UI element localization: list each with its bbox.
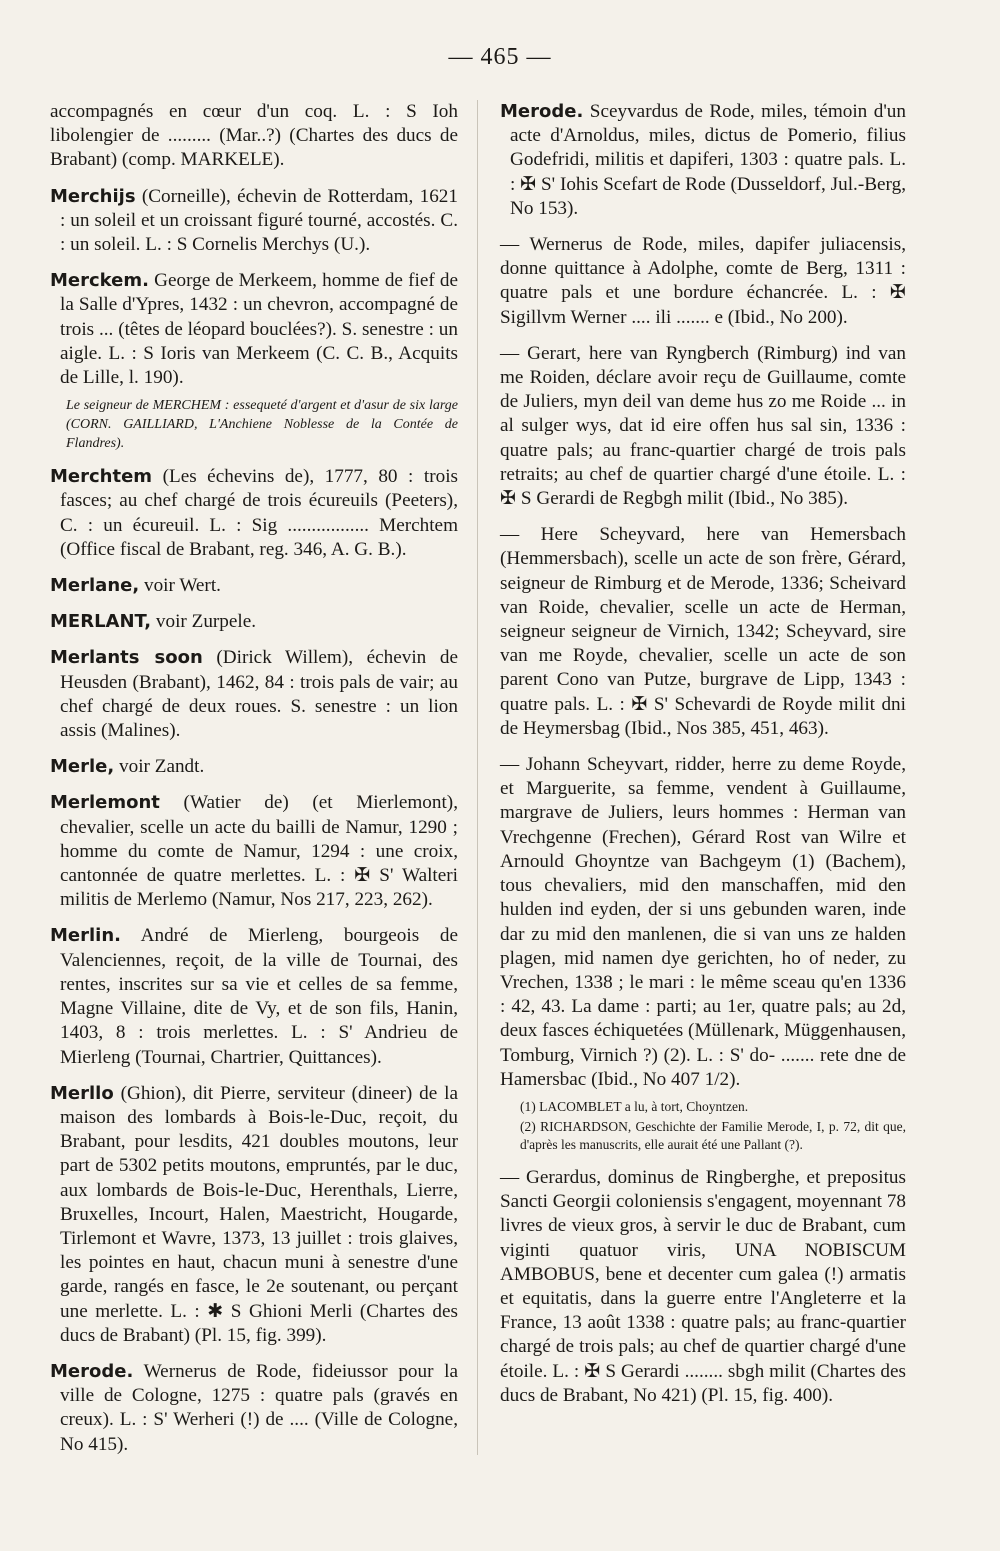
page-number: — 465 — bbox=[448, 44, 552, 70]
entry-note: Le seigneur de MERCHEM : essequeté d'argent et d'asur de six large (CORN. GAILLIARD, L'Anchiene Noblesse de la Contée de Flandres). bbox=[66, 398, 458, 452]
entry-text: (Corneille), échevin de Rotterdam, 1621 : un soleil et un croissant figuré tourné, accostés. C. : un soleil. L. : S Cornelis Merchys (U.). bbox=[60, 185, 458, 256]
entry bbox=[50, 465, 458, 562]
entry-text: (Dirick Willem), échevin de Heusden (Brabant), 1462, 84 : trois pals de vair; au chef chargé de deux roues. S. senestre : un lion assis (Malines). bbox=[60, 647, 458, 742]
footnote: (1) LACOMBLET a lu, à tort, Choyntzen. bbox=[520, 1098, 749, 1114]
entry bbox=[500, 523, 906, 741]
entry-text: André de Mierleng, bourgeois de Valenciennes, reçoit, de la ville de Tournai, des rentes, inscrites sur sa vie et celles de sa femme, Magne Villaine, dite de Vy, et de son fils, Hanin, 1403, 8 : trois merlettes. L. : S' Andrieu de Mierleng (Tournai, Chartrier, Quittances). bbox=[60, 925, 458, 1068]
entry bbox=[50, 924, 458, 1069]
entry-heading: Merlants soon bbox=[50, 647, 203, 669]
entry bbox=[50, 100, 458, 173]
entry bbox=[50, 574, 458, 598]
footnotes bbox=[500, 1098, 906, 1154]
entry-text: (Watier de) (et Mierlemont), chevalier, scelle un acte du bailli de Namur, 1290 ; homme du comte de Namur, 1294 : une croix, cantonnée de quatre merlettes. L. : ✠ S' Walteri militis de Merlemo (Namur, Nos 217, 223, 262). bbox=[60, 792, 458, 911]
entry-text: — Gerardus, dominus de Ringberghe, et prepositus Sancti Georgii coloniensis s'engagent, moyennant 78 livres de vieux gros, à servir le duc de Brabant, cum viginti quatuor viris, UNA NOBISCUM AMBOBUS, bene et decenter cum galea (!) armatis et equitatis, dans la guerre entre l'Angleterre et la France, 13 août 1338 : quatre pals; au franc-quartier chargé de trois pals; au chef de quartier chargé d'une étoile. L. : ✠ S Gerardi ........ sbgh milit (Chartes des ducs de Brabant, No 421) (Pl. 15, fig. 400). bbox=[500, 1166, 906, 1406]
entry bbox=[500, 233, 906, 330]
entry-text: Sceyvardus de Rode, miles, témoin d'un acte d'Arnoldus, miles, dictus de Pomerio, filius Godefridi, militis et dapiferi, 1303 : quatre pals. L. : ✠ S' Iohis Scefart de Rode (Dusseldorf, Jul.-Berg, No 153). bbox=[510, 101, 906, 219]
entry bbox=[50, 791, 458, 912]
entry-text: (Les échevins de), 1777, 80 : trois fasces; au chef chargé de trois écureuils (Peeters), C. : un écureuil. L. : Sig ................. Merchtem (Office fiscal de Brabant, reg. 346, A. G. B.). bbox=[60, 466, 458, 560]
entry bbox=[50, 646, 458, 743]
entry bbox=[50, 1360, 458, 1457]
entry-heading: Merlin. bbox=[50, 925, 121, 947]
entry-text: voir Zandt. bbox=[114, 756, 205, 778]
entry-text: accompagnés en cœur d'un coq. L. : S Ioh libolengier de ......... (Mar..?) (Chartes des ducs de Brabant) (comp. MARKELE). bbox=[50, 101, 458, 171]
entry-heading: Merllo bbox=[50, 1082, 114, 1104]
entry-heading: Merode. bbox=[500, 101, 584, 122]
entry-text: — Wernerus de Rode, miles, dapifer juliacensis, donne quittance à Adolphe, comte de Berg, 1311 : quatre pals et une bordure échancrée. L. : ✠ Sigillvm Werner .... ili ....... e (Ibid., No 200). bbox=[500, 234, 906, 328]
left-column bbox=[50, 100, 458, 1469]
entry-heading: Merlemont bbox=[50, 792, 160, 814]
entry bbox=[500, 1166, 906, 1408]
entry-text: Wernerus de Rode, fideiussor pour la ville de Cologne, 1275 : quatre pals (gravés en creux). L. : S' Werheri (!) de .... (Ville de Cologne, No 415). bbox=[60, 1360, 458, 1455]
entry-heading: MERLANT, bbox=[50, 611, 152, 633]
entry-text: — Here Scheyvard, here van Hemersbach (Hemmersbach), scelle un acte de son frère, Gérard, seigneur de Rimburg et de Merode, 1336; Scheivard van Roide, chevalier, scelle un acte de Herman, seigneur seigneur de Virnich, 1342; Scheyvard, sire van me Royde, chevalier, scelle un acte de son parent Cono van Putze, burgrave de Lipp, 1343 : quatre pals. L. : ✠ S' Schevardi de Royde milit dni de Heymersbag (Ibid., Nos 385, 451, 463). bbox=[500, 524, 906, 739]
entry-text: — Johann Scheyvart, ridder, herre zu deme Royde, et Marguerite, sa femme, vendent à Guillaume, margrave de Juliers, leurs hommes : Herman van Vrechgenne (Frechen), Gérard Rost van Wilre et Arnould Ghoyntze van Bachgeym (1) (Bachem), tous chevaliers, mid den manschaffen, mid den hulden ind eyden, der si uns gebunden waren, inde dar zu mid den manlenen, die si van uns ze halden plagen, mid namen dye gerichten, ho of neder, zu Vrechen, 1338 ; le mari : le même sceau qu'en 1336 : 42, 43. La dame : parti; au 1er, quatre pals; au 2d, deux fasces échiquetées (Müllenark, Müggenhausen, Tomburg, Virnich ?) (2). L. : S' do- ....... rete dne de Hamersbac (Ibid., No 407 1/2). bbox=[500, 754, 906, 1090]
entry-text: voir Zurpele. bbox=[151, 611, 257, 633]
entry-text: (Ghion), dit Pierre, serviteur (dineer) de la maison des lombards à Bois-le-Duc, reçoit, du Brabant, pour lesdits, 421 doubles moutons, leur part de 5302 petits moutons, empruntés, par le duc, aux lombards de Bois-le-Duc, Herenthals, Lierre, Bruxelles, Incourt, Halen, Maestricht, Hougarde, Tirlemont et Wavre, 1373, 13 juillet : trois glaives, les pointes en haut, chacun muni à senestre d'une garde, rangés en fasce, le 2e soutenant, ou perçant une merlette. L. : ✱ S Ghioni Merli (Chartes des ducs de Brabant) (Pl. 15, fig. 399). bbox=[60, 1082, 458, 1346]
column-divider bbox=[477, 100, 478, 1455]
entry-heading: Merckem. bbox=[50, 270, 149, 292]
entry-heading: Merle, bbox=[50, 756, 115, 778]
entry bbox=[50, 269, 458, 390]
entry bbox=[500, 100, 906, 221]
entry-heading: Merlane, bbox=[50, 575, 140, 597]
footnote: (2) RICHARDSON, Geschichte der Familie Merode, I, p. 72, dit que, d'après les manuscrits, elle aurait été une Pallant (?). bbox=[520, 1118, 906, 1152]
entry-heading: Merode. bbox=[50, 1360, 134, 1382]
entry bbox=[50, 1082, 458, 1348]
entry-heading: Merchijs bbox=[50, 185, 136, 207]
entry bbox=[50, 610, 458, 634]
entry-heading: Merchtem bbox=[50, 466, 153, 488]
entry-text: — Gerart, here van Ryngberch (Rimburg) ind van me Roiden, déclare avoir reçu de Guillaume, comte de Juliers, myn deil van deme hus zo me Roide ... in al sulger wys, dat id eire offen hus sal sin, 1336 : quatre pals; au franc-quartier chargé de trois pals retraits; au chef de quartier chargé d'une étoile. L. : ✠ S Gerardi de Regbgh milit (Ibid., No 385). bbox=[500, 342, 906, 510]
entry-text: voir Wert. bbox=[139, 575, 221, 597]
entry-text: George de Merkeem, homme de fief de la Salle d'Ypres, 1432 : un chevron, accompagné de trois ... (têtes de léopard bouclées?). S. senestre : un aigle. L. : S Ioris van Merkeem (C. C. B., Acquits de Lille, l. 190). bbox=[60, 270, 458, 389]
entry bbox=[500, 753, 906, 1092]
right-column bbox=[500, 100, 906, 1420]
entry bbox=[50, 185, 458, 258]
entry bbox=[50, 755, 458, 779]
entry bbox=[500, 342, 906, 511]
